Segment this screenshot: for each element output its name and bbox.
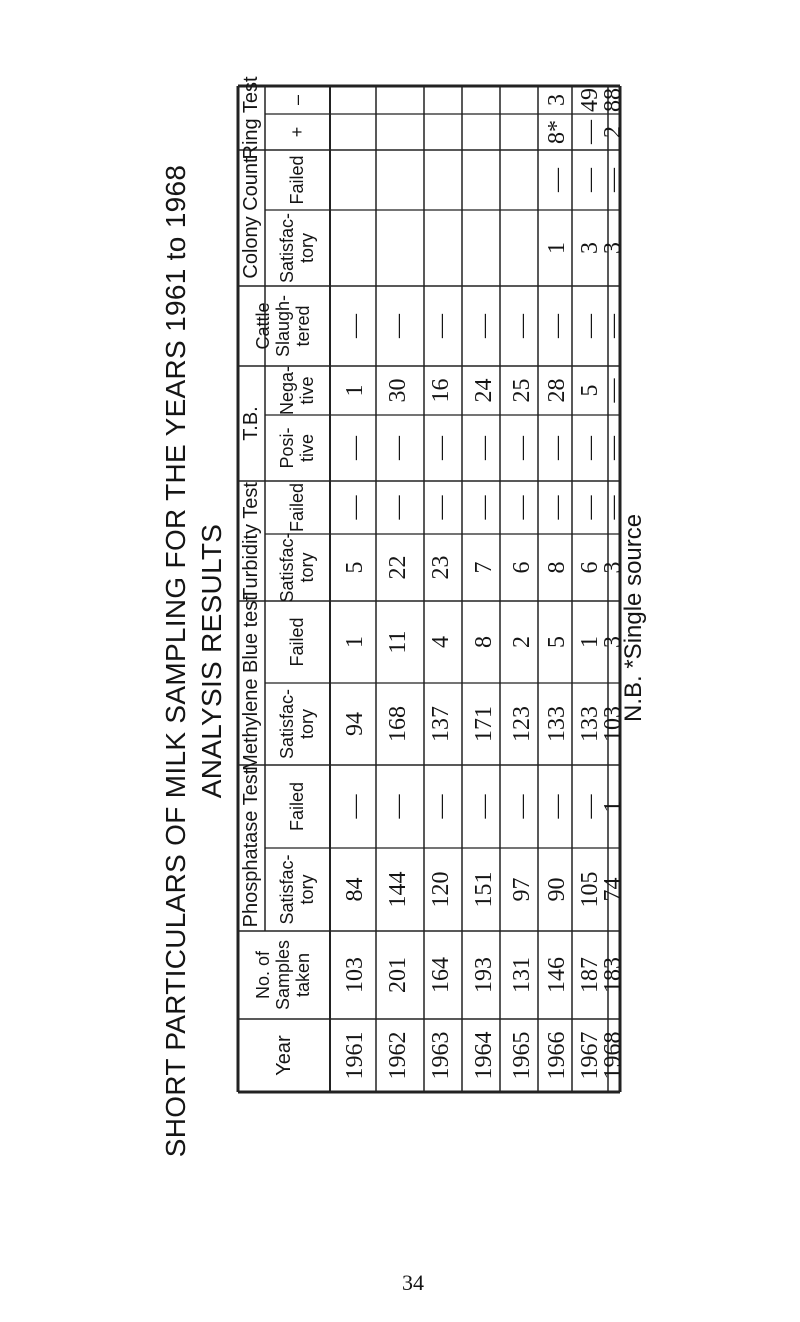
cell-phos-s: 144 — [385, 871, 412, 908]
cell-phos-s: 74 — [600, 877, 627, 902]
cell-phos-f: 1 — [600, 800, 627, 813]
cell-samples: 183 — [600, 957, 627, 993]
sub-ring-plus: + — [286, 126, 307, 138]
cell-tb-pos: — — [385, 436, 412, 460]
cell-mb-s: 171 — [471, 706, 498, 742]
cell-ring-plus — [378, 114, 420, 150]
cell-phos-f: — — [471, 794, 498, 819]
cell-cattle: — — [385, 314, 412, 338]
cell-mb-f: 8 — [471, 636, 498, 648]
cell-mb-f: 4 — [428, 636, 455, 648]
header-phosphatase: Phosphatase Test — [240, 768, 262, 928]
header-tb: T.B. — [240, 406, 262, 441]
cell-year: 1961 — [342, 1031, 369, 1080]
cell-cc-s — [466, 210, 504, 286]
sub-turb-failed: Failed — [286, 482, 307, 533]
cell-cc-s — [336, 210, 376, 286]
cell-turb-s: 5 — [342, 561, 369, 574]
cell-cattle: — — [342, 314, 369, 338]
cell-cc-f — [422, 150, 462, 210]
cell-turb-s: 8 — [544, 561, 571, 574]
cell-turb-f: — — [544, 495, 571, 520]
cell-phos-f: — — [544, 794, 571, 819]
cell-mb-f: 11 — [385, 630, 412, 654]
cell-turb-s: 6 — [577, 561, 604, 574]
header-colony: Colony Count — [240, 157, 262, 279]
cell-mb-s: 94 — [342, 712, 369, 736]
cell-cc-f — [506, 150, 540, 210]
cell-mb-s: 133 — [544, 706, 571, 742]
cell-year: 1964 — [471, 1031, 498, 1080]
table-title: SHORT PARTICULARS OF MILK SAMPLING FOR THE YEARS 1961 to 1968 — [160, 164, 191, 1158]
cell-cc-s — [378, 210, 420, 286]
cell-tb-pos: — — [509, 436, 536, 460]
cell-ring-plus — [422, 114, 462, 150]
cell-ring-plus — [466, 114, 504, 150]
cell-turb-f: — — [600, 495, 627, 520]
cell-cc-f: — — [577, 168, 604, 192]
cell-year: 1966 — [544, 1031, 571, 1080]
cell-ring-plus — [336, 114, 376, 150]
cell-samples: 131 — [509, 957, 536, 993]
cell-mb-s: 133 — [577, 706, 604, 742]
cell-samples: 103 — [342, 957, 369, 993]
cell-turb-s: 6 — [509, 561, 536, 574]
cell-turb-f: — — [577, 495, 604, 520]
cell-mb-f: 1 — [342, 636, 369, 648]
cell-cattle: — — [471, 314, 498, 338]
cell-samples: 146 — [544, 957, 571, 993]
cell-cc-f — [378, 150, 420, 210]
sub-mb-satisfactory: Satisfac- tory — [276, 688, 317, 760]
cell-cc-s — [506, 210, 540, 286]
cell-tb-neg: — — [600, 378, 627, 403]
cell-year: 1962 — [385, 1031, 412, 1080]
cell-ring-minus — [336, 86, 376, 114]
cell-cattle: — — [600, 314, 627, 338]
cell-phos-f: — — [428, 794, 455, 819]
cell-phos-f: — — [385, 794, 412, 819]
header-turbidity: Turbidity Test — [240, 482, 262, 600]
cell-turb-f: — — [385, 495, 412, 520]
cell-year: 1963 — [428, 1031, 455, 1080]
cell-ring-plus — [506, 114, 540, 150]
sub-cc-failed: Failed — [286, 155, 307, 205]
cell-turb-s: 23 — [428, 555, 455, 580]
cell-phos-f: — — [509, 794, 536, 819]
cell-ring-plus: 8* — [544, 120, 571, 144]
cell-ring-minus: 3 — [544, 94, 571, 106]
cell-cc-f: — — [544, 168, 571, 192]
cell-year: 1965 — [509, 1031, 536, 1080]
cell-samples: 201 — [385, 957, 412, 993]
cell-tb-pos: — — [428, 436, 455, 460]
cell-turb-f: — — [342, 495, 369, 520]
header-samples: No. of Samples taken — [253, 939, 313, 1011]
cell-ring-minus: 49 — [577, 88, 604, 112]
cell-phos-s: 97 — [509, 877, 536, 902]
cell-mb-f: 5 — [544, 636, 571, 648]
cell-phos-s: 84 — [342, 877, 369, 902]
cell-cattle: — — [544, 314, 571, 338]
cell-tb-neg: 25 — [509, 378, 536, 403]
cell-phos-f: — — [577, 794, 604, 819]
cell-tb-pos: — — [544, 436, 571, 460]
cell-tb-neg: 24 — [471, 378, 498, 403]
cell-cc-f — [466, 150, 504, 210]
sub-turb-satisfactory: Satisfac- tory — [276, 532, 317, 603]
cell-tb-pos: — — [577, 436, 604, 460]
cell-cc-s: 1 — [544, 242, 571, 254]
sub-phos-failed: Failed — [286, 781, 307, 832]
sub-tb-negative: Nega- tive — [276, 365, 317, 416]
cell-samples: 193 — [471, 957, 498, 993]
cell-mb-f: 3 — [600, 636, 627, 648]
cell-cc-f: — — [600, 168, 627, 192]
cell-ring-minus — [422, 86, 462, 114]
header-methylene: Methylene Blue test — [240, 595, 262, 771]
header-year: Year — [272, 1035, 295, 1076]
sub-phos-satisfactory: Satisfac- tory — [276, 854, 317, 925]
cell-ring-plus: — — [577, 120, 604, 144]
cell-turb-s: 7 — [471, 561, 498, 574]
cell-year: 1968 — [600, 1031, 627, 1080]
cell-turb-s: 22 — [385, 555, 412, 580]
cell-turb-f: — — [428, 495, 455, 520]
cell-turb-s: 3 — [600, 561, 627, 574]
cell-samples: 164 — [428, 957, 455, 993]
cell-cattle: — — [577, 314, 604, 338]
cell-tb-pos: — — [600, 436, 627, 460]
cell-cattle: — — [428, 314, 455, 338]
cell-tb-neg: 5 — [577, 384, 604, 397]
cell-phos-s: 120 — [428, 871, 455, 908]
cell-tb-neg: 1 — [342, 384, 369, 397]
cell-tb-neg: 16 — [428, 378, 455, 403]
cell-ring-minus — [466, 86, 504, 114]
cell-tb-pos: — — [342, 436, 369, 460]
cell-cattle: — — [509, 314, 536, 338]
cell-cc-s — [422, 210, 462, 286]
table-subtitle: ANALYSIS RESULTS — [196, 523, 227, 799]
cell-tb-pos: — — [471, 436, 498, 460]
cell-ring-minus: 88 — [600, 88, 627, 112]
header-cattle: Cattle Slaugh- tered — [253, 294, 313, 358]
cell-turb-f: — — [509, 495, 536, 520]
cell-mb-s: 123 — [509, 706, 536, 742]
cell-phos-s: 105 — [577, 871, 604, 908]
page-number: 34 — [402, 1270, 424, 1295]
cell-ring-plus: 2 — [600, 126, 627, 138]
cell-phos-f: — — [342, 794, 369, 819]
sub-mb-failed: Failed — [286, 617, 307, 667]
cell-ring-minus — [506, 86, 540, 114]
cell-ring-minus — [378, 86, 420, 114]
cell-year: 1967 — [577, 1031, 604, 1080]
cell-turb-f: — — [471, 495, 498, 520]
cell-cc-f — [336, 150, 376, 210]
cell-phos-s: 90 — [544, 877, 571, 902]
cell-tb-neg: 30 — [385, 378, 412, 403]
cell-tb-neg: 28 — [544, 378, 571, 403]
sub-cc-satisfactory: Satisfac- tory — [276, 212, 317, 284]
cell-mb-s: 168 — [385, 706, 412, 742]
cell-cc-s: 3 — [600, 242, 627, 254]
header-ring: Ring Test — [240, 76, 262, 160]
sub-ring-minus: – — [286, 95, 307, 106]
cell-phos-s: 151 — [471, 871, 498, 908]
cell-cc-s: 3 — [577, 242, 604, 254]
cell-mb-s: 103 — [600, 706, 627, 742]
sub-tb-positive: Posi- tive — [276, 427, 317, 469]
cell-mb-f: 1 — [577, 636, 604, 648]
cell-mb-f: 2 — [509, 636, 536, 648]
footnote: N.B. *Single source — [620, 513, 647, 722]
cell-samples: 187 — [577, 957, 604, 993]
cell-mb-s: 137 — [428, 706, 455, 742]
